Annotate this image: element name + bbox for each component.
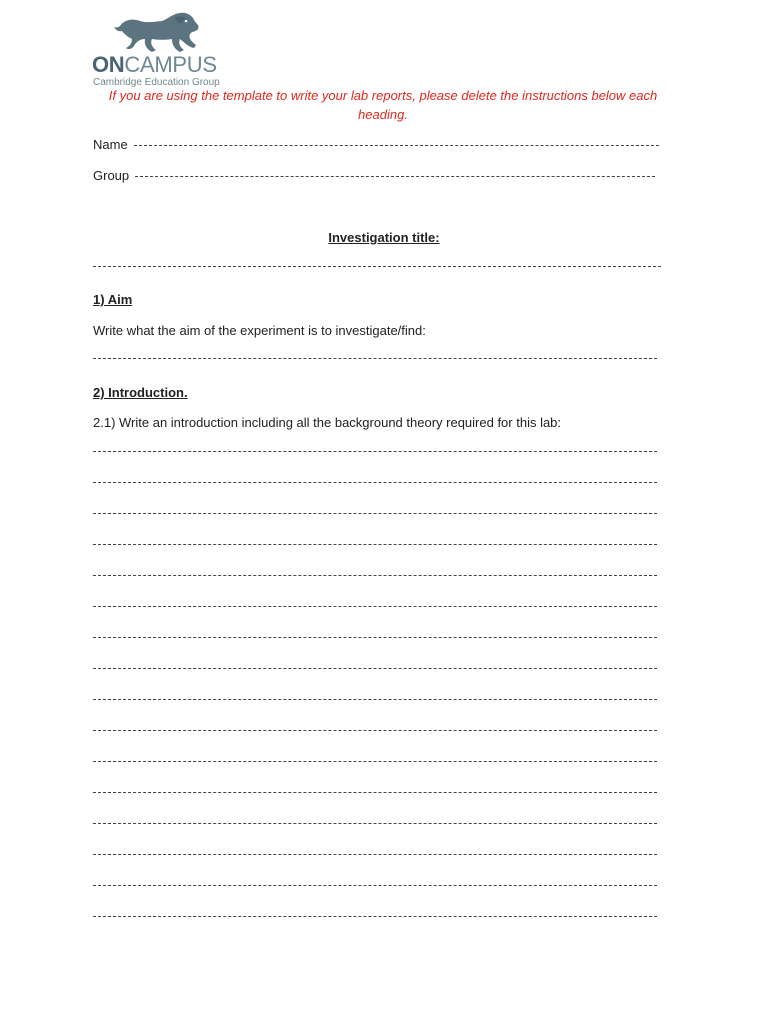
aim-answer-line[interactable] xyxy=(93,358,657,359)
introduction-answer-line[interactable] xyxy=(93,482,657,483)
introduction-answer-line[interactable] xyxy=(93,792,657,793)
aim-heading: 1) Aim xyxy=(93,292,133,307)
introduction-answer-line[interactable] xyxy=(93,513,657,514)
investigation-title: Investigation title: xyxy=(328,230,440,245)
name-label: Name xyxy=(93,136,128,152)
introduction-answer-line[interactable] xyxy=(93,451,657,452)
introduction-answer-line[interactable] xyxy=(93,730,657,731)
aim-instruction: Write what the aim of the experiment is to investigate/find: xyxy=(93,323,426,338)
introduction-instruction: 2.1) Write an introduction including all the background theory required for this lab: xyxy=(93,415,562,430)
group-field[interactable] xyxy=(93,166,655,184)
name-line[interactable] xyxy=(134,145,659,146)
introduction-answer-line[interactable] xyxy=(93,823,657,824)
introduction-answer-line[interactable] xyxy=(93,668,657,669)
brand-bold-text: ON xyxy=(92,52,125,77)
introduction-answer-line[interactable] xyxy=(93,854,657,855)
introduction-answer-line[interactable] xyxy=(93,637,657,638)
lion-logo-icon xyxy=(114,12,202,54)
introduction-heading: 2) Introduction. xyxy=(93,385,188,400)
introduction-answer-line[interactable] xyxy=(93,575,657,576)
brand-light-text: CAMPUS xyxy=(124,52,217,77)
introduction-answer-line[interactable] xyxy=(93,606,657,607)
introduction-answer-line[interactable] xyxy=(93,761,657,762)
brand-wordmark xyxy=(92,53,217,77)
name-field[interactable] xyxy=(93,135,659,153)
introduction-answer-line[interactable] xyxy=(93,916,657,917)
brand-subtitle: Cambridge Education Group xyxy=(93,77,220,88)
introduction-answer-line[interactable] xyxy=(93,699,657,700)
template-notice: If you are using the template to write your lab reports, please delete the instructions below each heading. xyxy=(108,88,658,122)
group-label: Group xyxy=(93,167,130,183)
introduction-answer-line[interactable] xyxy=(93,885,657,886)
introduction-answer-line[interactable] xyxy=(93,544,657,545)
group-line[interactable] xyxy=(135,176,655,177)
title-answer-line[interactable] xyxy=(93,266,661,267)
oncampus-logo xyxy=(92,12,224,88)
